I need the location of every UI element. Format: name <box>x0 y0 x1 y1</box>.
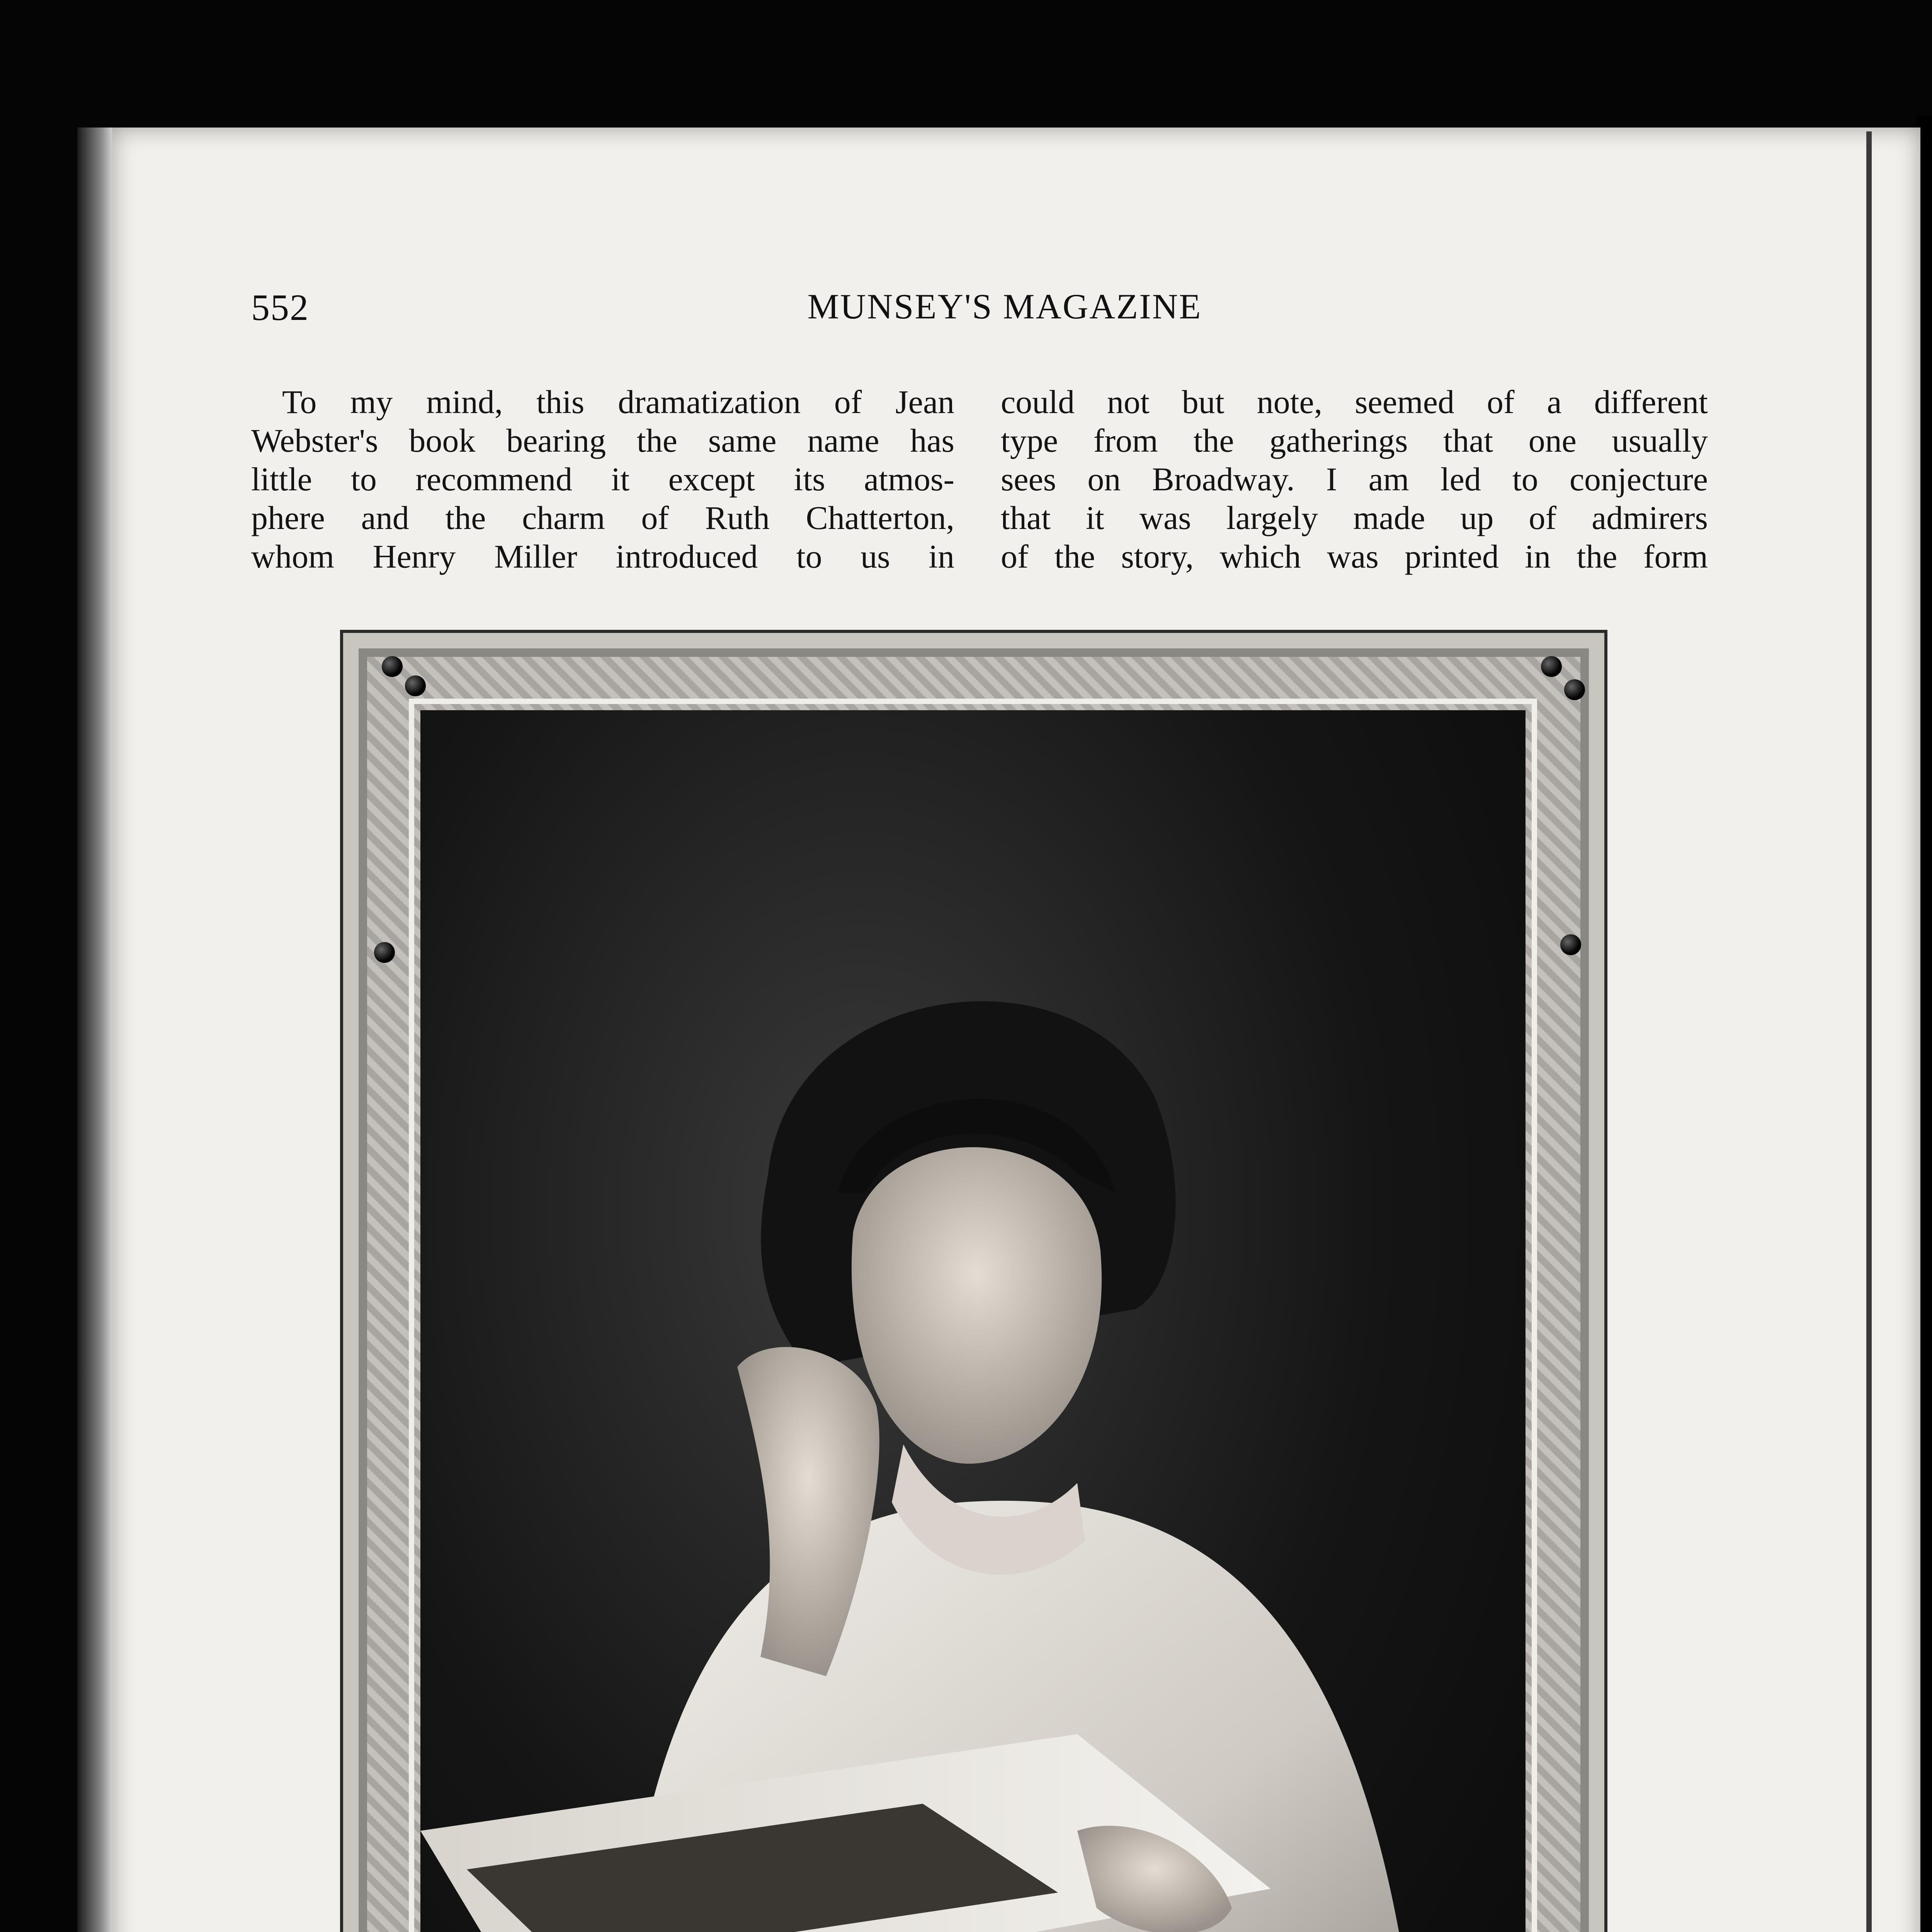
text-column-top-left <box>251 383 954 576</box>
page-number: 552 <box>251 287 309 328</box>
text-line: Webster's book bearing the same name has <box>251 422 954 459</box>
holly-berry-icon <box>1541 656 1562 677</box>
magazine-title: MUNSEY'S MAGAZINE <box>807 287 1202 326</box>
holly-berry-icon <box>374 942 395 963</box>
holly-berry-icon <box>405 675 426 696</box>
portrait-photograph <box>420 710 1526 1932</box>
text-line: little to recommend it except its atmos- <box>251 461 954 498</box>
holly-berry-icon <box>1564 679 1585 700</box>
holly-berry-icon <box>1560 934 1581 955</box>
photograph-frame <box>340 630 1607 1932</box>
text-line: sees on Broadway. I am led to conjecture <box>1001 461 1708 498</box>
text-column-top-right <box>1001 383 1708 576</box>
text-line: that it was largely made up of admirers <box>1001 499 1708 536</box>
book-binding <box>77 128 112 1932</box>
running-head <box>251 286 1708 332</box>
text-line: phere and the charm of Ruth Chatterton, <box>251 499 954 536</box>
text-line: could not but note, seemed of a different <box>1001 383 1708 420</box>
text-line: To my mind, this dramatization of Jean <box>282 383 954 420</box>
text-line: type from the gatherings that one usually <box>1001 422 1708 459</box>
holly-berry-icon <box>382 656 403 677</box>
next-page-edge <box>1866 131 1872 1932</box>
text-line: of the story, which was printed in the form <box>1001 538 1708 575</box>
portrait-illustration <box>420 710 1526 1932</box>
text-line: whom Henry Miller introduced to us in <box>251 538 954 575</box>
